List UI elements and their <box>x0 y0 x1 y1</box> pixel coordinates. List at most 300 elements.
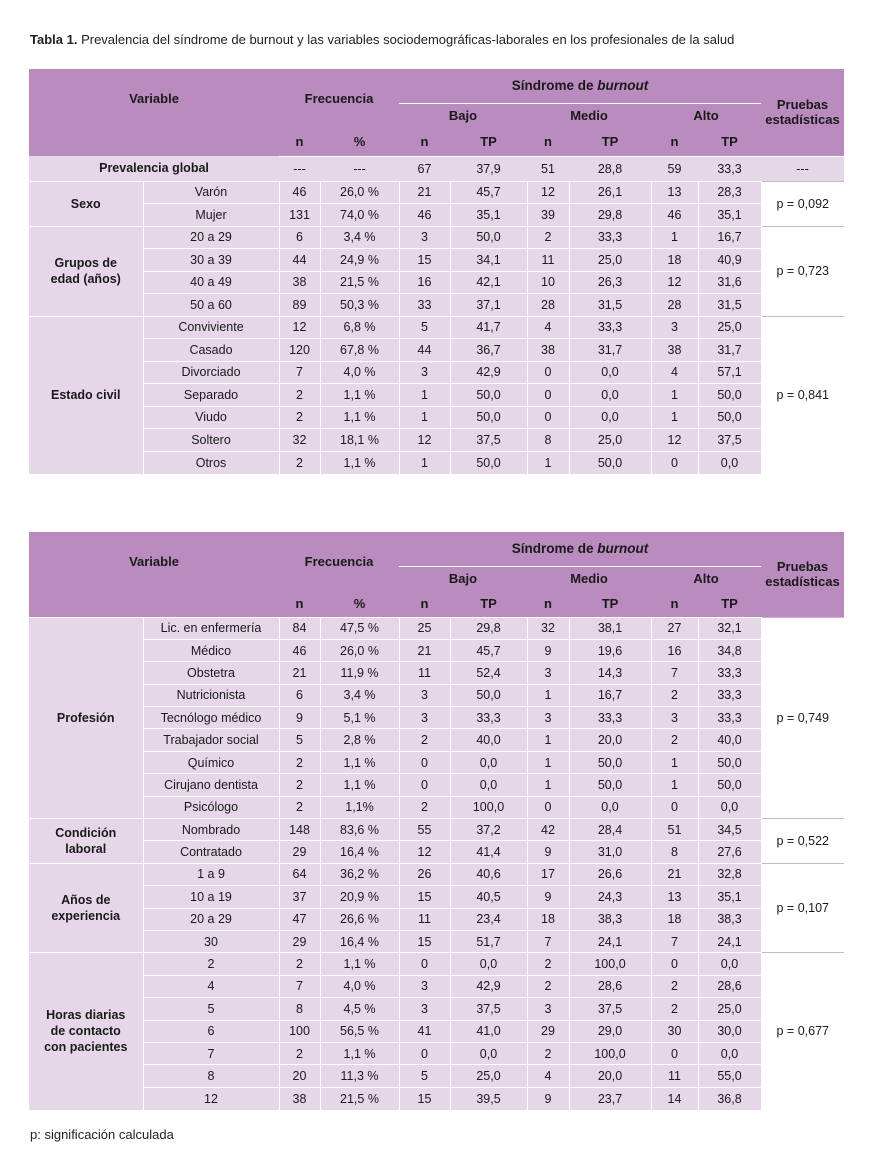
table-cell: 32 <box>527 617 569 639</box>
table-cell: 6 <box>279 226 320 249</box>
table-cell: 0 <box>651 1042 698 1064</box>
table-cell: 26,0 % <box>320 639 399 661</box>
table-cell: 13 <box>651 886 698 908</box>
category-label: 50 a 60 <box>143 294 279 317</box>
table-cell: 2 <box>527 953 569 975</box>
table-cell: 19,6 <box>569 639 651 661</box>
table-cell: 33,3 <box>698 662 761 684</box>
table-cell: 0,0 <box>450 751 527 773</box>
table-cell: 0,0 <box>569 796 651 818</box>
table-cell: 51,7 <box>450 930 527 952</box>
category-label: Nutricionista <box>143 684 279 706</box>
table-cell: 10 <box>527 271 569 294</box>
table-cell: 0 <box>527 796 569 818</box>
table-cell: 50,3 % <box>320 294 399 317</box>
table-cell: 5 <box>399 1065 450 1087</box>
table-cell: 55 <box>399 819 450 841</box>
table-caption <box>30 32 734 47</box>
table-cell: 32,1 <box>698 617 761 639</box>
table-cell: 2,8 % <box>320 729 399 751</box>
table-row <box>29 796 844 818</box>
table-cell: 3 <box>527 707 569 729</box>
table-cell: 37 <box>279 886 320 908</box>
table-cell: 1 <box>527 751 569 773</box>
table-cell: 3,4 % <box>320 226 399 249</box>
table-cell: 50,0 <box>450 684 527 706</box>
stat-test: p = 0,677 <box>761 953 844 1110</box>
table-cell: 4 <box>527 1065 569 1087</box>
table-cell: 56,5 % <box>320 1020 399 1042</box>
table-cell: 2 <box>527 975 569 997</box>
table-cell: 4,0 % <box>320 975 399 997</box>
table-cell: 1 <box>527 729 569 751</box>
table-cell: 6 <box>279 684 320 706</box>
table-row <box>29 751 844 773</box>
table-cell: 2 <box>651 684 698 706</box>
table-cell: 11 <box>399 662 450 684</box>
category-label: 12 <box>143 1087 279 1109</box>
table-cell: 26,6 <box>569 863 651 885</box>
table-row <box>29 729 844 751</box>
table-cell: 27 <box>651 617 698 639</box>
table-cell: 9 <box>279 707 320 729</box>
category-label: 20 a 29 <box>143 226 279 249</box>
table-cell: 12 <box>399 429 450 452</box>
table-cell: 9 <box>527 886 569 908</box>
table-cell: 41,7 <box>450 316 527 339</box>
header-frecuencia: Frecuencia <box>304 553 374 569</box>
header-tp: TP <box>601 133 619 149</box>
stat-test: p = 0,092 <box>761 181 844 226</box>
category-label: Lic. en enfermería <box>143 617 279 639</box>
table-row <box>29 339 844 362</box>
stat-test: p = 0,749 <box>761 617 844 819</box>
header-n: n <box>670 133 679 149</box>
table-cell: 9 <box>527 1087 569 1109</box>
header-tp: TP <box>721 133 738 149</box>
table-row <box>29 886 844 908</box>
table-cell: 4,5 % <box>320 998 399 1020</box>
table-cell: 9 <box>527 639 569 661</box>
table-cell: 6,8 % <box>320 316 399 339</box>
table-cell: 28 <box>651 294 698 317</box>
stat-test: p = 0,723 <box>761 226 844 316</box>
table-cell: 1,1 % <box>320 1042 399 1064</box>
table-cell: 46 <box>279 639 320 661</box>
category-label: Contratado <box>143 841 279 863</box>
table-cell: 31,7 <box>569 339 651 362</box>
header-alto: Alto <box>651 103 761 127</box>
table-cell: 1 <box>399 384 450 407</box>
table-cell: 37,9 <box>450 156 527 181</box>
table-cell: 50,0 <box>569 774 651 796</box>
table-cell: 1 <box>527 774 569 796</box>
table-cell: 33,3 <box>698 707 761 729</box>
table-cell: 100,0 <box>569 953 651 975</box>
table-row <box>29 226 844 249</box>
header-medio: Medio <box>527 103 651 127</box>
table-row <box>29 975 844 997</box>
table-cell: 25,0 <box>450 1065 527 1087</box>
table-cell: 50,0 <box>450 451 527 474</box>
table-cell: 46 <box>279 181 320 204</box>
table-cell: 38 <box>279 1087 320 1109</box>
table-cell: 42,9 <box>450 975 527 997</box>
table-cell: 2 <box>651 729 698 751</box>
table-cell: 11 <box>399 908 450 930</box>
table-cell: 27,6 <box>698 841 761 863</box>
table-cell: 39 <box>527 204 569 227</box>
table-2 <box>29 532 844 1110</box>
stat-test: p = 0,107 <box>761 863 844 953</box>
category-label: Conviviente <box>143 316 279 339</box>
table-cell: 29 <box>527 1020 569 1042</box>
category-label: 40 a 49 <box>143 271 279 294</box>
table-cell: 16,7 <box>698 226 761 249</box>
table-row <box>29 1042 844 1064</box>
table-row <box>29 863 844 885</box>
table-cell: 0 <box>527 361 569 384</box>
table-cell: 1 <box>651 774 698 796</box>
table-cell: --- <box>320 156 399 181</box>
table-cell: 24,1 <box>569 930 651 952</box>
table-row <box>29 429 844 452</box>
table-row <box>29 617 844 639</box>
category-label: Cirujano dentista <box>143 774 279 796</box>
table-cell: 0 <box>651 953 698 975</box>
table-cell: 25,0 <box>569 429 651 452</box>
table-cell: 31,5 <box>698 294 761 317</box>
header-pruebas: Pruebas estadísticas <box>765 559 840 590</box>
table-cell: 20 <box>279 1065 320 1087</box>
group-label: Años de experiencia <box>29 863 143 953</box>
table-cell: 31,0 <box>569 841 651 863</box>
table-cell: 36,7 <box>450 339 527 362</box>
table-cell: 46 <box>399 204 450 227</box>
table-cell: 31,7 <box>698 339 761 362</box>
table-cell: 11,9 % <box>320 662 399 684</box>
table-cell: 0,0 <box>450 953 527 975</box>
group-label: Sexo <box>29 181 143 226</box>
table-cell: 30,0 <box>698 1020 761 1042</box>
table-cell: 47,5 % <box>320 617 399 639</box>
table-cell: 21 <box>399 639 450 661</box>
table-cell: 12 <box>651 271 698 294</box>
category-label: 2 <box>143 953 279 975</box>
table-cell: 42,9 <box>450 361 527 384</box>
table-cell: 100 <box>279 1020 320 1042</box>
table-cell: 4 <box>527 316 569 339</box>
category-label: Psicólogo <box>143 796 279 818</box>
table-cell: 15 <box>399 1087 450 1109</box>
table-cell: 3 <box>651 707 698 729</box>
global-label: Prevalencia global <box>29 156 279 181</box>
table-cell: 8 <box>651 841 698 863</box>
table-cell: 41 <box>399 1020 450 1042</box>
table-cell: 9 <box>527 841 569 863</box>
table-cell: 1 <box>651 406 698 429</box>
category-label: 30 <box>143 930 279 952</box>
table-cell: 42 <box>527 819 569 841</box>
table-cell: 36,8 <box>698 1087 761 1109</box>
table-cell: 15 <box>399 886 450 908</box>
table-cell: 0,0 <box>698 796 761 818</box>
table-cell: 50,0 <box>450 384 527 407</box>
table-cell: 67,8 % <box>320 339 399 362</box>
group-label: Grupos de edad (años) <box>29 226 143 316</box>
table-cell: 0 <box>527 406 569 429</box>
table-cell: 33,3 <box>569 226 651 249</box>
table-cell: 51 <box>527 156 569 181</box>
table-cell: 3 <box>527 998 569 1020</box>
table-cell: 5,1 % <box>320 707 399 729</box>
table-cell: 2 <box>279 451 320 474</box>
category-label: 1 a 9 <box>143 863 279 885</box>
table-cell: 35,1 <box>450 204 527 227</box>
table-cell: 25,0 <box>569 249 651 272</box>
table-cell: 8 <box>527 429 569 452</box>
table-cell: 1 <box>651 751 698 773</box>
category-label: Separado <box>143 384 279 407</box>
table-cell: 2 <box>651 975 698 997</box>
table-cell: 37,2 <box>450 819 527 841</box>
table-cell: 50,0 <box>450 226 527 249</box>
table-cell: 1 <box>527 684 569 706</box>
table-cell: 0 <box>651 796 698 818</box>
table-cell: 1,1 % <box>320 953 399 975</box>
table-cell: 50,0 <box>698 384 761 407</box>
table-cell: 12 <box>527 181 569 204</box>
table-cell: 46 <box>651 204 698 227</box>
table-row <box>29 1065 844 1087</box>
table-cell: 31,6 <box>698 271 761 294</box>
table-row <box>29 841 844 863</box>
table-cell: 38,3 <box>569 908 651 930</box>
table-cell: 11 <box>527 249 569 272</box>
table-cell: 28,8 <box>569 156 651 181</box>
category-label: Médico <box>143 639 279 661</box>
table-cell: 28,4 <box>569 819 651 841</box>
table-cell: 44 <box>399 339 450 362</box>
table-row <box>29 181 844 204</box>
category-label: Obstetra <box>143 662 279 684</box>
table-cell: 3 <box>399 684 450 706</box>
table-cell: 34,8 <box>698 639 761 661</box>
table-cell: 37,1 <box>450 294 527 317</box>
table-cell: 47 <box>279 908 320 930</box>
table-cell: 26,3 <box>569 271 651 294</box>
table-cell: 0,0 <box>569 406 651 429</box>
table-row <box>29 294 844 317</box>
table-row <box>29 930 844 952</box>
category-label: 6 <box>143 1020 279 1042</box>
table-cell: 3 <box>399 707 450 729</box>
table-cell: 16,4 % <box>320 930 399 952</box>
table-cell: 7 <box>651 662 698 684</box>
table-cell: 34,5 <box>698 819 761 841</box>
table-cell: 1,1 % <box>320 406 399 429</box>
header-sindrome: Síndrome de burnout <box>511 78 649 94</box>
table-cell: 41,4 <box>450 841 527 863</box>
table-cell: 30 <box>651 1020 698 1042</box>
category-label: Trabajador social <box>143 729 279 751</box>
group-label: Estado civil <box>29 316 143 474</box>
table-cell: 33,3 <box>698 684 761 706</box>
category-label: Casado <box>143 339 279 362</box>
table-cell: 39,5 <box>450 1087 527 1109</box>
table-cell: 2 <box>279 796 320 818</box>
table-cell: 36,2 % <box>320 863 399 885</box>
table-cell: 2 <box>399 796 450 818</box>
table-cell: 26,1 <box>569 181 651 204</box>
table-cell: 0,0 <box>450 1042 527 1064</box>
table-cell: 28,6 <box>698 975 761 997</box>
table-cell: 84 <box>279 617 320 639</box>
category-label: Tecnólogo médico <box>143 707 279 729</box>
table-cell: 1,1 % <box>320 751 399 773</box>
category-label: Otros <box>143 451 279 474</box>
table-cell: 12 <box>399 841 450 863</box>
table-row <box>29 384 844 407</box>
table-cell: 0,0 <box>698 451 761 474</box>
table-cell: 59 <box>651 156 698 181</box>
table-cell: 74,0 % <box>320 204 399 227</box>
header-tp: TP <box>601 595 619 611</box>
table-cell: 24,1 <box>698 930 761 952</box>
group-label: Horas diarias de contacto con pacientes <box>29 953 143 1110</box>
table-cell: 8 <box>279 998 320 1020</box>
table-cell: 50,0 <box>569 451 651 474</box>
table-cell: 12 <box>651 429 698 452</box>
table-cell: 0,0 <box>569 384 651 407</box>
table-cell: 38,1 <box>569 617 651 639</box>
table-cell: 100,0 <box>569 1042 651 1064</box>
table-cell: 4 <box>651 361 698 384</box>
stat-test: --- <box>761 156 844 181</box>
table-cell: 52,4 <box>450 662 527 684</box>
table-cell: 83,6 % <box>320 819 399 841</box>
table-cell: 44 <box>279 249 320 272</box>
table-cell: 20,9 % <box>320 886 399 908</box>
table-cell: 33,3 <box>569 707 651 729</box>
table-cell: 1 <box>399 451 450 474</box>
table-cell: 2 <box>279 406 320 429</box>
table-cell: 0,0 <box>698 1042 761 1064</box>
stat-test: p = 0,841 <box>761 316 844 474</box>
table-cell: 18 <box>651 249 698 272</box>
table-row <box>29 774 844 796</box>
table-row <box>29 998 844 1020</box>
table-cell: 11,3 % <box>320 1065 399 1087</box>
header-n: n <box>420 595 429 611</box>
table-cell: 2 <box>279 751 320 773</box>
table-cell: 38 <box>651 339 698 362</box>
table-row <box>29 1087 844 1109</box>
group-label: Condición laboral <box>29 819 143 864</box>
table-row <box>29 204 844 227</box>
header-n: n <box>544 595 552 611</box>
table-cell: 37,5 <box>698 429 761 452</box>
table-cell: 11 <box>651 1065 698 1087</box>
category-label: Nombrado <box>143 819 279 841</box>
category-label: 7 <box>143 1042 279 1064</box>
table-cell: 0,0 <box>698 953 761 975</box>
table-cell: 45,7 <box>450 181 527 204</box>
table-cell: 25,0 <box>698 316 761 339</box>
table-cell: 57,1 <box>698 361 761 384</box>
header-pruebas: Pruebas estadísticas <box>765 97 840 128</box>
category-label: Mujer <box>143 204 279 227</box>
table-cell: 28,6 <box>569 975 651 997</box>
table-cell: 7 <box>651 930 698 952</box>
table-cell: 2 <box>279 953 320 975</box>
category-label: 5 <box>143 998 279 1020</box>
category-label: 4 <box>143 975 279 997</box>
category-label: Divorciado <box>143 361 279 384</box>
table-cell: 0 <box>399 953 450 975</box>
table-cell: 40,0 <box>450 729 527 751</box>
table-cell: 0 <box>399 1042 450 1064</box>
table-cell: 1,1% <box>320 796 399 818</box>
header-variable: Variable <box>129 553 179 569</box>
table-cell: 20,0 <box>569 729 651 751</box>
table-cell: 148 <box>279 819 320 841</box>
table-row <box>29 406 844 429</box>
table-cell: 18 <box>527 908 569 930</box>
header-tp: TP <box>480 595 497 611</box>
header-alto: Alto <box>651 566 761 590</box>
table-cell: 14,3 <box>569 662 651 684</box>
stat-test: p = 0,522 <box>761 819 844 864</box>
table-cell: 35,1 <box>698 204 761 227</box>
table-cell: 12 <box>279 316 320 339</box>
table-cell: 21 <box>279 662 320 684</box>
table-cell: 32 <box>279 429 320 452</box>
table-cell: 26,0 % <box>320 181 399 204</box>
table-cell: 16 <box>651 639 698 661</box>
table-cell: 20,0 <box>569 1065 651 1087</box>
table-cell: 3 <box>399 975 450 997</box>
table-cell: 100,0 <box>450 796 527 818</box>
table-cell: 26,6 % <box>320 908 399 930</box>
table-cell: 29,0 <box>569 1020 651 1042</box>
table-cell: 131 <box>279 204 320 227</box>
table-cell: 37,5 <box>450 429 527 452</box>
category-label: 10 a 19 <box>143 886 279 908</box>
table-cell: 34,1 <box>450 249 527 272</box>
table-cell: 23,7 <box>569 1087 651 1109</box>
table-cell: 33,3 <box>698 156 761 181</box>
table-cell: 3,4 % <box>320 684 399 706</box>
table-cell: 51 <box>651 819 698 841</box>
table-cell: 3 <box>399 361 450 384</box>
header-n: n <box>670 595 679 611</box>
table-cell: 31,5 <box>569 294 651 317</box>
table-cell: 5 <box>279 729 320 751</box>
header-n: n <box>295 133 304 149</box>
table-cell: 29,8 <box>569 204 651 227</box>
global-row <box>29 156 844 181</box>
table-cell: 2 <box>399 729 450 751</box>
table-cell: 24,9 % <box>320 249 399 272</box>
table-cell: 3 <box>399 998 450 1020</box>
table-cell: 1 <box>651 226 698 249</box>
table-cell: 37,5 <box>569 998 651 1020</box>
header-n: n <box>420 133 429 149</box>
table-cell: 45,7 <box>450 639 527 661</box>
table-cell: 29 <box>279 930 320 952</box>
table-cell: 41,0 <box>450 1020 527 1042</box>
